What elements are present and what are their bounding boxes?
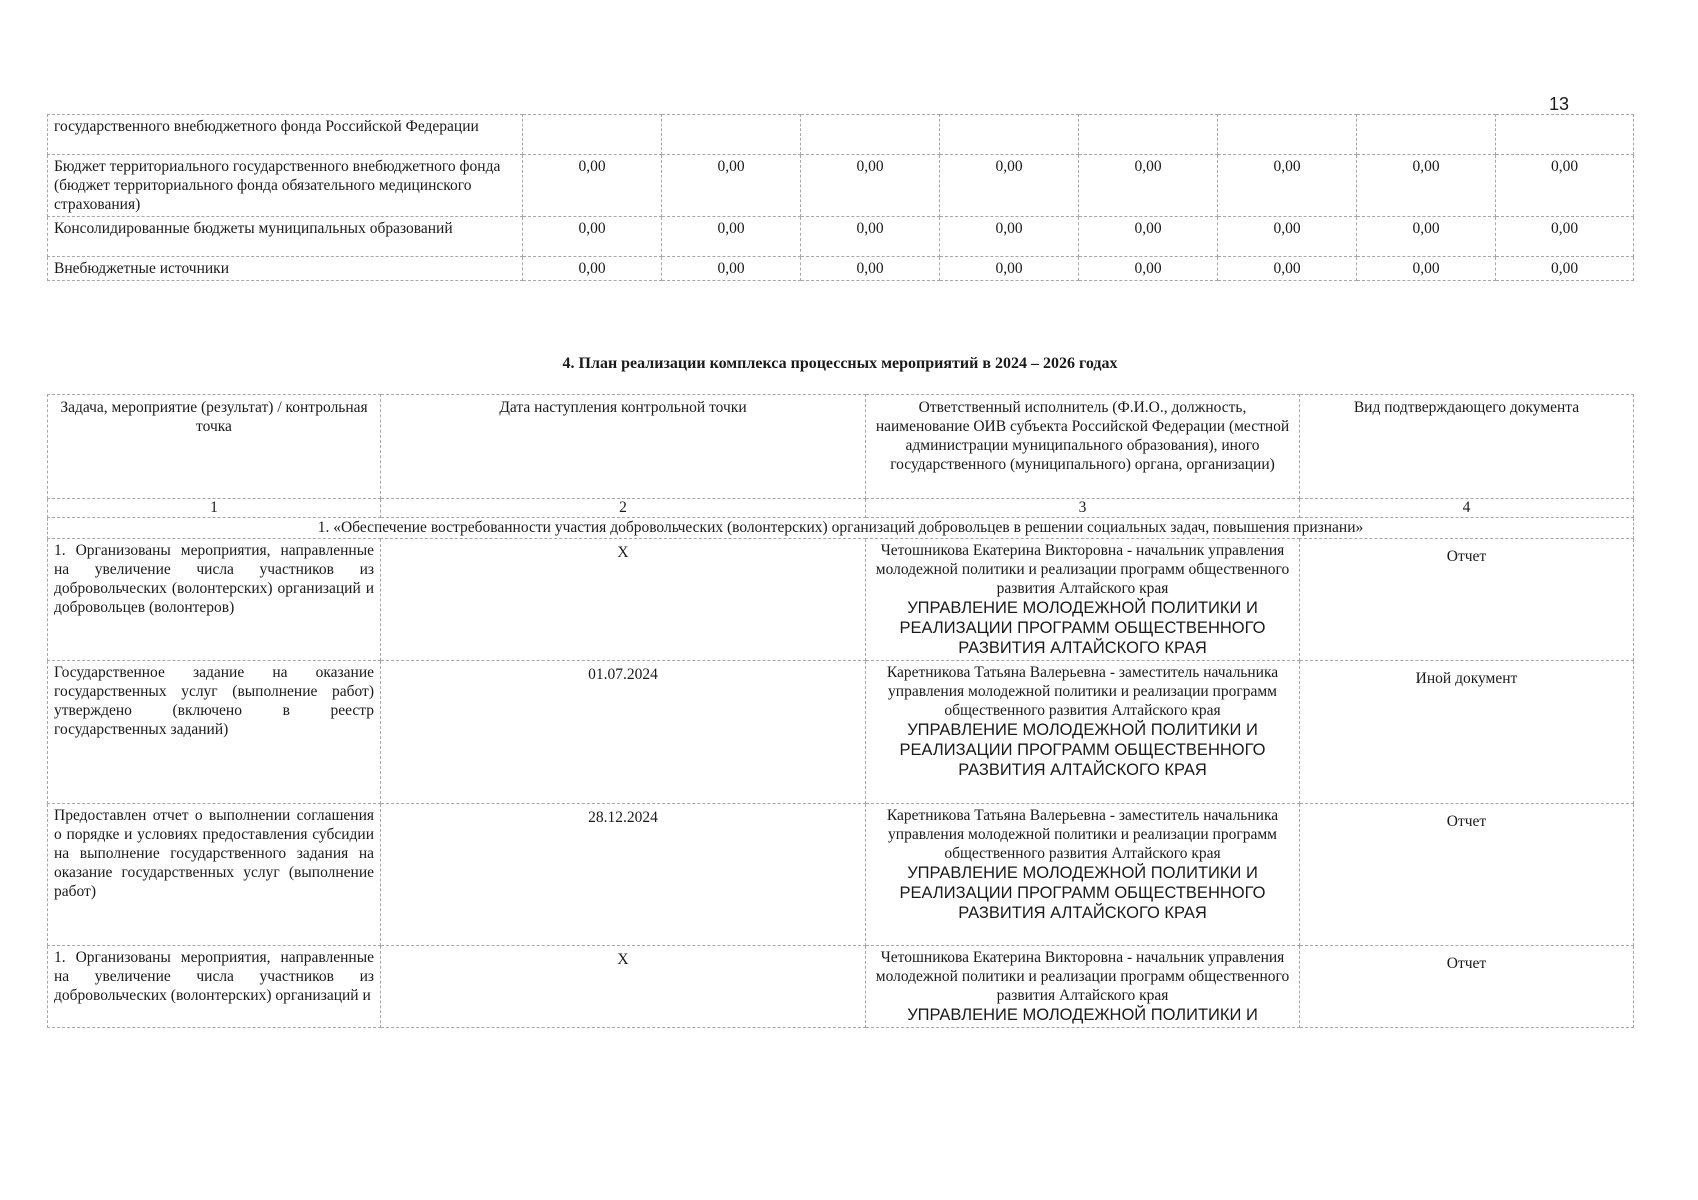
funding-source: Консолидированные бюджеты муниципальных образований <box>48 217 523 257</box>
plan-date: 01.07.2024 <box>381 661 866 804</box>
funding-value: 0,00 <box>940 217 1079 257</box>
funding-source: Внебюджетные источники <box>48 257 523 281</box>
responsible-person: Четошникова Екатерина Викторовна - начальник управления молодежной политики и реализации программ общественного развития Алтайского края <box>875 542 1290 597</box>
funding-value: 0,00 <box>1357 217 1496 257</box>
plan-date: X <box>381 946 866 1028</box>
funding-value: 0,00 <box>1496 217 1634 257</box>
task-title-row <box>48 518 1634 539</box>
plan-table <box>47 394 1634 1028</box>
plan-date: 28.12.2024 <box>381 804 866 946</box>
funding-table <box>47 114 1634 281</box>
funding-value <box>523 115 662 155</box>
funding-value: 0,00 <box>662 257 801 281</box>
funding-row <box>48 115 1634 155</box>
responsible-person: Каретникова Татьяна Валерьевна - заместитель начальника управления молодежной политики и реализации программ общественного развития Алтайского края <box>886 807 1279 862</box>
plan-responsible <box>866 539 1300 661</box>
plan-document: Отчет <box>1300 946 1634 1028</box>
funding-value: 0,00 <box>1218 155 1357 217</box>
funding-value <box>662 115 801 155</box>
funding-source: Бюджет территориального государственного внебюджетного фонда (бюджет территориального фонда обязательного медицинского страхования) <box>48 155 523 217</box>
plan-header-row <box>48 395 1634 499</box>
funding-value: 0,00 <box>1357 155 1496 217</box>
funding-value: 0,00 <box>1079 217 1218 257</box>
funding-value <box>1496 115 1634 155</box>
funding-value: 0,00 <box>1496 155 1634 217</box>
funding-value: 0,00 <box>523 257 662 281</box>
plan-task: Предоставлен отчет о выполнении соглашения о порядке и условиях предоставления субсидии на выполнение государственного задания на оказание государственных услуг (выполнение работ) <box>48 804 381 946</box>
column-number-row <box>48 499 1634 518</box>
page-number: 13 <box>1549 94 1570 114</box>
plan-row <box>48 661 1634 804</box>
funding-value: 0,00 <box>940 155 1079 217</box>
funding-value: 0,00 <box>801 217 940 257</box>
plan-responsible <box>866 804 1300 946</box>
header-responsible: Ответственный исполнитель (Ф.И.О., должность, наименование ОИВ субъекта Российской Федерации (местной администрации муниципального образования), иного государственного (муниципального) органа, организации) <box>866 395 1300 499</box>
funding-value: 0,00 <box>662 217 801 257</box>
plan-task: Государственное задание на оказание государственных услуг (выполнение работ) утверждено (включено в реестр государственных заданий) <box>48 661 381 804</box>
funding-value <box>1357 115 1496 155</box>
funding-value: 0,00 <box>801 257 940 281</box>
funding-source: государственного внебюджетного фонда Российской Федерации <box>48 115 523 155</box>
plan-task: 1. Организованы мероприятия, направленные на увеличение числа участников из добровольческих (волонтерских) организаций и <box>48 946 381 1028</box>
funding-value: 0,00 <box>523 155 662 217</box>
responsible-department: УПРАВЛЕНИЕ МОЛОДЕЖНОЙ ПОЛИТИКИ И РЕАЛИЗАЦИИ ПРОГРАММ ОБЩЕСТВЕННОГО РАЗВИТИЯ АЛТАЙСКОГО КРАЯ <box>899 864 1266 922</box>
funding-value: 0,00 <box>1079 155 1218 217</box>
column-number: 4 <box>1300 499 1634 518</box>
funding-value <box>1079 115 1218 155</box>
column-number: 1 <box>48 499 381 518</box>
plan-task: 1. Организованы мероприятия, направленные на увеличение числа участников из добровольческих (волонтерских) организаций и добровольцев (волонтеров) <box>48 539 381 661</box>
plan-responsible <box>866 661 1300 804</box>
funding-value: 0,00 <box>801 155 940 217</box>
funding-value: 0,00 <box>523 217 662 257</box>
funding-value <box>801 115 940 155</box>
funding-value: 0,00 <box>662 155 801 217</box>
funding-value <box>1218 115 1357 155</box>
funding-value: 0,00 <box>940 257 1079 281</box>
funding-value: 0,00 <box>1218 257 1357 281</box>
header-document: Вид подтверждающего документа <box>1300 395 1634 499</box>
funding-value <box>940 115 1079 155</box>
plan-responsible <box>866 946 1300 1028</box>
section-title: 4. План реализации комплекса процессных мероприятий в 2024 – 2026 годах <box>562 355 1118 372</box>
column-number: 3 <box>866 499 1300 518</box>
column-number: 2 <box>381 499 866 518</box>
responsible-person: Каретникова Татьяна Валерьевна - заместитель начальника управления молодежной политики и реализации программ общественного развития Алтайского края <box>886 664 1279 719</box>
header-task: Задача, мероприятие (результат) / контрольная точка <box>48 395 381 499</box>
header-date: Дата наступления контрольной точки <box>381 395 866 499</box>
plan-date: X <box>381 539 866 661</box>
funding-value: 0,00 <box>1218 217 1357 257</box>
funding-row <box>48 155 1634 217</box>
funding-value: 0,00 <box>1079 257 1218 281</box>
funding-value: 0,00 <box>1357 257 1496 281</box>
plan-row <box>48 946 1634 1028</box>
plan-document: Отчет <box>1300 539 1634 661</box>
responsible-person: Четошникова Екатерина Викторовна - начальник управления молодежной политики и реализации программ общественного развития Алтайского края <box>875 949 1290 1004</box>
task-title: 1. «Обеспечение востребованности участия добровольческих (волонтерских) организаций добровольцев в решении социальных задач, повышения признани» <box>48 518 1634 539</box>
funding-value: 0,00 <box>1496 257 1634 281</box>
responsible-department: УПРАВЛЕНИЕ МОЛОДЕЖНОЙ ПОЛИТИКИ И <box>907 1006 1258 1024</box>
responsible-department: УПРАВЛЕНИЕ МОЛОДЕЖНОЙ ПОЛИТИКИ И РЕАЛИЗАЦИИ ПРОГРАММ ОБЩЕСТВЕННОГО РАЗВИТИЯ АЛТАЙСКОГО КРАЯ <box>899 599 1266 657</box>
plan-row <box>48 539 1634 661</box>
funding-row <box>48 257 1634 281</box>
funding-row <box>48 217 1634 257</box>
plan-row <box>48 804 1634 946</box>
responsible-department: УПРАВЛЕНИЕ МОЛОДЕЖНОЙ ПОЛИТИКИ И РЕАЛИЗАЦИИ ПРОГРАММ ОБЩЕСТВЕННОГО РАЗВИТИЯ АЛТАЙСКОГО КРАЯ <box>899 721 1266 779</box>
plan-document: Отчет <box>1300 804 1634 946</box>
plan-document: Иной документ <box>1300 661 1634 804</box>
